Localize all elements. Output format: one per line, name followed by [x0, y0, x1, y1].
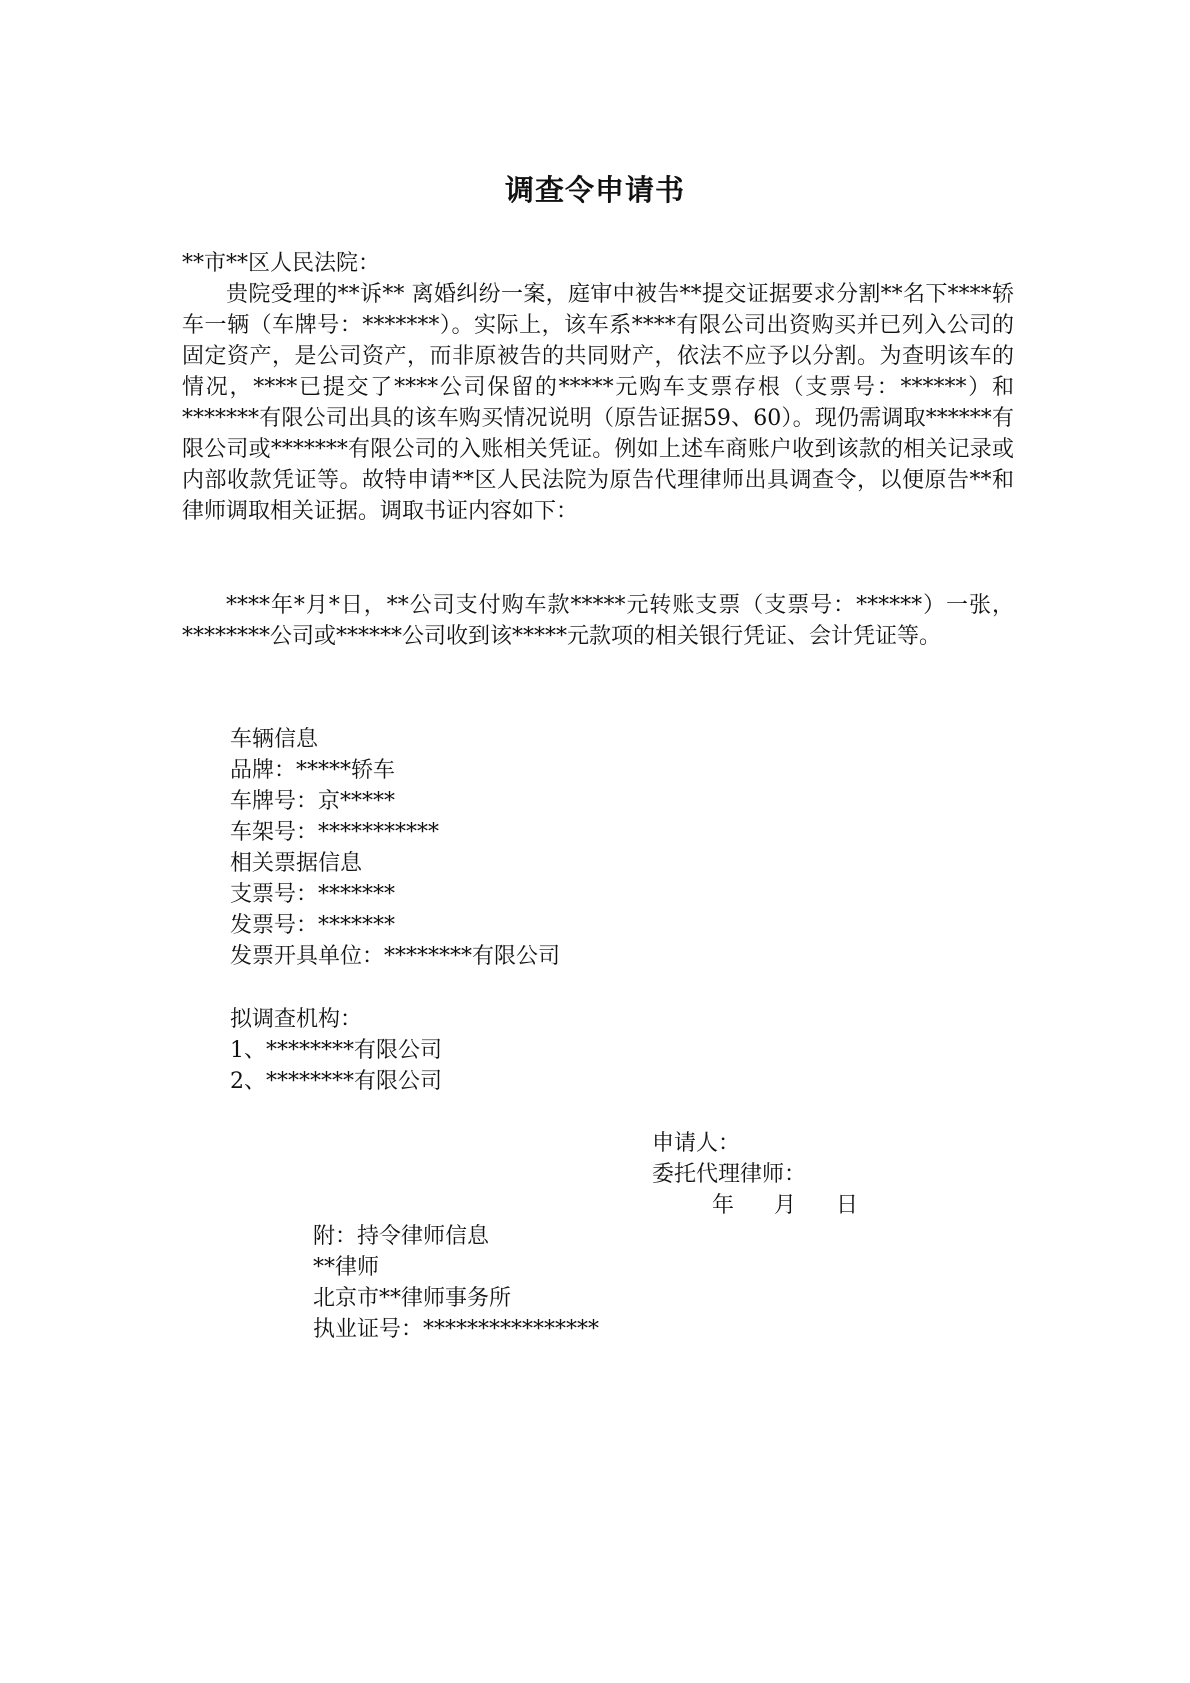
attachment-heading: 附：持令律师信息: [313, 1224, 490, 1249]
invoice-issuer: 发票开具单位：********有限公司: [230, 944, 561, 969]
attachment-block: [313, 1221, 599, 1345]
check-number: 支票号：*******: [230, 882, 396, 907]
lawyer-label: 委托代理律师：: [652, 1162, 807, 1187]
date-day: 日: [836, 1193, 859, 1218]
invoice-number: 发票号：*******: [230, 913, 396, 938]
body-paragraph-2: ****年*月*日，**公司支付购车款*****元转账支票（支票号：******）一张，********公司或******公司收到该*****元款项的相关银行凭证、会计凭证等。: [182, 593, 1014, 649]
institutions-list: [230, 1004, 442, 1097]
ticket-info-heading: 相关票据信息: [230, 851, 363, 876]
date-line: [712, 1190, 858, 1221]
document-title: 调查令申请书: [504, 173, 685, 207]
addressee: **市**区人民法院：: [182, 251, 381, 276]
vehicle-brand: 品牌：*****轿车: [230, 758, 396, 783]
vehicle-and-ticket-info: [230, 724, 560, 972]
date-month: 月: [774, 1193, 797, 1218]
attachment-lawyer-name: **律师: [313, 1255, 380, 1280]
vehicle-info-heading: 车辆信息: [230, 727, 319, 752]
attachment-license-number: 执业证号：****************: [313, 1317, 600, 1342]
institution-item: 1、********有限公司: [230, 1038, 442, 1063]
institution-item: 2、********有限公司: [230, 1069, 442, 1094]
signature-block: [652, 1128, 806, 1190]
body-paragraph-1: 贵院受理的**诉** 离婚纠纷一案，庭审中被告**提交证据要求分割**名下****轿车一辆（车牌号：*******）。实际上，该车系****有限公司出资购买并已列入公司的固定资产，是公司资产，而非原被告的共同财产，依法不应予以分割。为查明该车的情况，****已提交了****公司保留的*****元购车支票存根（支票号：******）和*******有限公司出具的该车购买情况说明（原告证据59、60）。现仍需调取******有限公司或*******有限公司的入账相关凭证。例如上述车商账户收到该款的相关记录或内部收款凭证等。故特申请**区人民法院为原告代理律师出具调查令，以便原告**和律师调取相关证据。调取书证内容如下：: [182, 282, 1014, 524]
institutions-heading: 拟调查机构：: [230, 1007, 363, 1032]
vehicle-plate: 车牌号：京*****: [230, 789, 396, 814]
applicant-label: 申请人：: [652, 1131, 741, 1156]
vehicle-frame-number: 车架号：***********: [230, 820, 440, 845]
date-year: 年: [712, 1193, 735, 1218]
attachment-law-firm: 北京市**律师事务所: [313, 1286, 512, 1311]
